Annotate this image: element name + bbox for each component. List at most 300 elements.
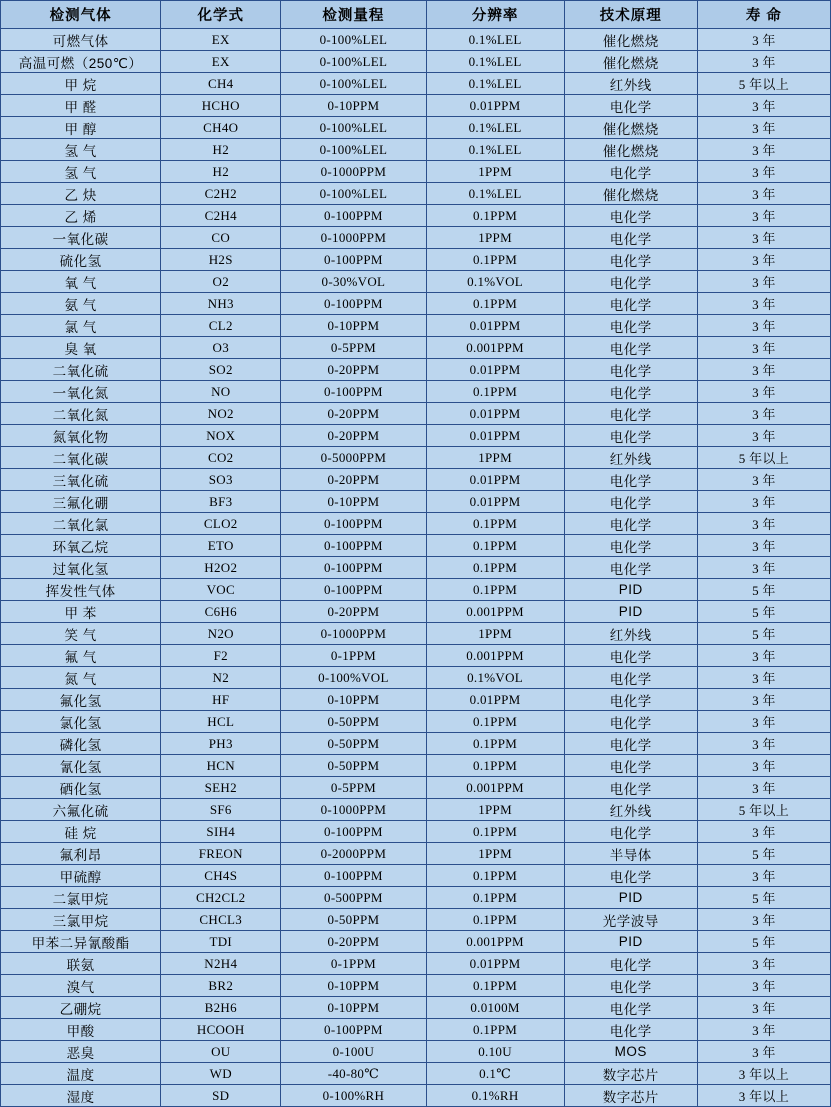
table-row xyxy=(1,909,831,931)
table-cell: 电化学 xyxy=(564,293,697,315)
table-cell: 3 年 xyxy=(697,667,830,689)
table-cell: 电化学 xyxy=(564,315,697,337)
table-cell: 可燃气体 xyxy=(1,29,161,51)
table-cell: 一氧化碳 xyxy=(1,227,161,249)
table-cell: SO2 xyxy=(161,359,281,381)
table-cell: 0.1PPM xyxy=(426,513,564,535)
table-row xyxy=(1,73,831,95)
table-cell: 3 年 xyxy=(697,975,830,997)
table-cell: H2O2 xyxy=(161,557,281,579)
table-cell: 乙硼烷 xyxy=(1,997,161,1019)
table-cell: 三氟化硼 xyxy=(1,491,161,513)
table-cell: 0.10U xyxy=(426,1041,564,1063)
table-cell: 电化学 xyxy=(564,1019,697,1041)
table-cell: 3 年以上 xyxy=(697,1063,830,1085)
table-cell: CO xyxy=(161,227,281,249)
table-cell: 硫化氢 xyxy=(1,249,161,271)
table-cell: 硒化氢 xyxy=(1,777,161,799)
column-header-formula: 化学式 xyxy=(161,1,281,29)
table-cell: 0-100%LEL xyxy=(281,117,426,139)
table-cell: 0-100U xyxy=(281,1041,426,1063)
table-cell: 电化学 xyxy=(564,359,697,381)
table-cell: 3 年 xyxy=(697,271,830,293)
table-cell: 0.1PPM xyxy=(426,1019,564,1041)
table-cell: 电化学 xyxy=(564,513,697,535)
table-cell: 溴气 xyxy=(1,975,161,997)
table-cell: EX xyxy=(161,29,281,51)
table-cell: PID xyxy=(564,601,697,623)
table-cell: 0.1%LEL xyxy=(426,183,564,205)
table-cell: SIH4 xyxy=(161,821,281,843)
column-header-lifetime: 寿 命 xyxy=(697,1,830,29)
table-cell: 0.1PPM xyxy=(426,909,564,931)
table-row xyxy=(1,821,831,843)
table-cell: -40-80℃ xyxy=(281,1063,426,1085)
table-cell: 0-100%LEL xyxy=(281,139,426,161)
table-cell: 0.1%VOL xyxy=(426,271,564,293)
table-cell: N2 xyxy=(161,667,281,689)
table-cell: 电化学 xyxy=(564,161,697,183)
table-row xyxy=(1,403,831,425)
table-cell: 电化学 xyxy=(564,689,697,711)
table-cell: 电化学 xyxy=(564,95,697,117)
table-cell: 0.1%VOL xyxy=(426,667,564,689)
table-cell: CO2 xyxy=(161,447,281,469)
table-cell: 3 年 xyxy=(697,733,830,755)
table-row xyxy=(1,865,831,887)
table-cell: 氮 气 xyxy=(1,667,161,689)
table-cell: 三氧化硫 xyxy=(1,469,161,491)
table-cell: C6H6 xyxy=(161,601,281,623)
table-cell: SF6 xyxy=(161,799,281,821)
table-row xyxy=(1,711,831,733)
table-cell: 红外线 xyxy=(564,73,697,95)
table-cell: 5 年 xyxy=(697,579,830,601)
table-cell: 3 年 xyxy=(697,249,830,271)
table-cell: 3 年以上 xyxy=(697,1085,830,1107)
table-cell: N2O xyxy=(161,623,281,645)
table-cell: 5 年以上 xyxy=(697,73,830,95)
table-cell: 氨 气 xyxy=(1,293,161,315)
table-cell: MOS xyxy=(564,1041,697,1063)
table-cell: 0-100PPM xyxy=(281,557,426,579)
table-cell: 3 年 xyxy=(697,95,830,117)
table-cell: 1PPM xyxy=(426,161,564,183)
table-cell: 5 年以上 xyxy=(697,447,830,469)
table-cell: 0.1PPM xyxy=(426,557,564,579)
table-cell: 0-100%VOL xyxy=(281,667,426,689)
table-cell: 0-100PPM xyxy=(281,293,426,315)
table-header-row xyxy=(1,1,831,29)
table-row xyxy=(1,425,831,447)
table-cell: 1PPM xyxy=(426,843,564,865)
table-cell: 甲 苯 xyxy=(1,601,161,623)
table-cell: HCOOH xyxy=(161,1019,281,1041)
table-cell: 0.001PPM xyxy=(426,601,564,623)
table-row xyxy=(1,491,831,513)
table-cell: 电化学 xyxy=(564,469,697,491)
table-row xyxy=(1,997,831,1019)
column-header-resolution: 分辨率 xyxy=(426,1,564,29)
table-cell: 氟化氢 xyxy=(1,689,161,711)
table-cell: 0.1%LEL xyxy=(426,73,564,95)
table-row xyxy=(1,51,831,73)
table-cell: 0-100PPM xyxy=(281,579,426,601)
table-cell: 0-20PPM xyxy=(281,601,426,623)
table-row xyxy=(1,535,831,557)
table-cell: 催化燃烧 xyxy=(564,139,697,161)
table-cell: 笑 气 xyxy=(1,623,161,645)
table-cell: 3 年 xyxy=(697,1019,830,1041)
table-cell: VOC xyxy=(161,579,281,601)
table-row xyxy=(1,645,831,667)
table-cell: 0.001PPM xyxy=(426,931,564,953)
table-cell: 电化学 xyxy=(564,711,697,733)
table-cell: 0-30%VOL xyxy=(281,271,426,293)
table-cell: 电化学 xyxy=(564,535,697,557)
table-cell: 挥发性气体 xyxy=(1,579,161,601)
table-cell: 电化学 xyxy=(564,557,697,579)
table-row xyxy=(1,227,831,249)
table-cell: H2 xyxy=(161,139,281,161)
table-row xyxy=(1,755,831,777)
table-row xyxy=(1,29,831,51)
table-cell: 0-1000PPM xyxy=(281,161,426,183)
table-cell: 0-10PPM xyxy=(281,491,426,513)
table-cell: 1PPM xyxy=(426,227,564,249)
table-cell: 0-50PPM xyxy=(281,733,426,755)
table-cell: 0-100PPM xyxy=(281,513,426,535)
table-cell: 3 年 xyxy=(697,777,830,799)
table-cell: 3 年 xyxy=(697,711,830,733)
table-cell: 0-100PPM xyxy=(281,865,426,887)
table-cell: 0.001PPM xyxy=(426,645,564,667)
table-cell: 5 年以上 xyxy=(697,799,830,821)
table-row xyxy=(1,799,831,821)
table-cell: 甲硫醇 xyxy=(1,865,161,887)
table-cell: 0.1PPM xyxy=(426,381,564,403)
table-row xyxy=(1,1019,831,1041)
table-cell: NO xyxy=(161,381,281,403)
table-row xyxy=(1,953,831,975)
table-cell: C2H4 xyxy=(161,205,281,227)
table-cell: 3 年 xyxy=(697,29,830,51)
table-cell: 3 年 xyxy=(697,359,830,381)
table-row xyxy=(1,733,831,755)
table-row xyxy=(1,689,831,711)
table-cell: 0-1000PPM xyxy=(281,799,426,821)
table-cell: 0.1PPM xyxy=(426,755,564,777)
column-header-principle: 技术原理 xyxy=(564,1,697,29)
table-cell: 0.1%LEL xyxy=(426,29,564,51)
table-cell: 3 年 xyxy=(697,469,830,491)
table-row xyxy=(1,161,831,183)
table-cell: 0.01PPM xyxy=(426,469,564,491)
table-cell: 电化学 xyxy=(564,865,697,887)
table-cell: 氟利昂 xyxy=(1,843,161,865)
table-cell: O3 xyxy=(161,337,281,359)
table-cell: 3 年 xyxy=(697,293,830,315)
table-cell: F2 xyxy=(161,645,281,667)
table-cell: 甲酸 xyxy=(1,1019,161,1041)
table-cell: 硅 烷 xyxy=(1,821,161,843)
table-row xyxy=(1,1085,831,1107)
table-cell: 0.01PPM xyxy=(426,953,564,975)
table-cell: 光学波导 xyxy=(564,909,697,931)
table-cell: 0-20PPM xyxy=(281,931,426,953)
table-cell: 0-1PPM xyxy=(281,645,426,667)
table-cell: 0.01PPM xyxy=(426,491,564,513)
table-cell: 0-100PPM xyxy=(281,249,426,271)
table-cell: WD xyxy=(161,1063,281,1085)
table-cell: 0.1PPM xyxy=(426,975,564,997)
table-cell: 红外线 xyxy=(564,799,697,821)
table-cell: FREON xyxy=(161,843,281,865)
table-cell: 催化燃烧 xyxy=(564,117,697,139)
table-cell: 0-100%LEL xyxy=(281,73,426,95)
table-cell: CH4O xyxy=(161,117,281,139)
table-cell: 0.01PPM xyxy=(426,315,564,337)
table-cell: 0-100PPM xyxy=(281,535,426,557)
table-row xyxy=(1,887,831,909)
table-cell: 5 年 xyxy=(697,623,830,645)
table-cell: CH4 xyxy=(161,73,281,95)
table-row xyxy=(1,623,831,645)
table-cell: 0.1PPM xyxy=(426,711,564,733)
table-cell: BR2 xyxy=(161,975,281,997)
table-cell: 甲 醛 xyxy=(1,95,161,117)
table-cell: 3 年 xyxy=(697,403,830,425)
table-row xyxy=(1,95,831,117)
table-cell: O2 xyxy=(161,271,281,293)
table-cell: 二氯甲烷 xyxy=(1,887,161,909)
table-row xyxy=(1,315,831,337)
table-cell: 3 年 xyxy=(697,997,830,1019)
table-cell: HCN xyxy=(161,755,281,777)
column-header-gas: 检测气体 xyxy=(1,1,161,29)
table-cell: 过氧化氢 xyxy=(1,557,161,579)
table-row xyxy=(1,381,831,403)
table-row xyxy=(1,557,831,579)
table-cell: HCHO xyxy=(161,95,281,117)
table-cell: 电化学 xyxy=(564,381,697,403)
table-cell: 1PPM xyxy=(426,447,564,469)
table-row xyxy=(1,931,831,953)
table-cell: 0.1PPM xyxy=(426,535,564,557)
table-cell: 氯 气 xyxy=(1,315,161,337)
table-cell: 3 年 xyxy=(697,645,830,667)
table-cell: OU xyxy=(161,1041,281,1063)
table-cell: 0.01PPM xyxy=(426,359,564,381)
table-cell: 0.1%LEL xyxy=(426,139,564,161)
table-row xyxy=(1,271,831,293)
table-cell: SEH2 xyxy=(161,777,281,799)
table-cell: 3 年 xyxy=(697,821,830,843)
table-cell: 电化学 xyxy=(564,205,697,227)
table-cell: 0-10PPM xyxy=(281,975,426,997)
table-cell: 0.1PPM xyxy=(426,733,564,755)
table-cell: 电化学 xyxy=(564,645,697,667)
table-cell: 0-50PPM xyxy=(281,909,426,931)
table-cell: 0.1PPM xyxy=(426,205,564,227)
table-row xyxy=(1,1063,831,1085)
table-cell: SD xyxy=(161,1085,281,1107)
table-cell: PID xyxy=(564,887,697,909)
table-cell: B2H6 xyxy=(161,997,281,1019)
table-body xyxy=(1,29,831,1107)
table-cell: 3 年 xyxy=(697,315,830,337)
table-cell: 0-100PPM xyxy=(281,205,426,227)
table-row xyxy=(1,183,831,205)
table-cell: 甲 烷 xyxy=(1,73,161,95)
table-cell: 3 年 xyxy=(697,381,830,403)
table-cell: 0.01PPM xyxy=(426,425,564,447)
table-cell: 数字芯片 xyxy=(564,1063,697,1085)
table-cell: 电化学 xyxy=(564,953,697,975)
table-cell: NH3 xyxy=(161,293,281,315)
table-cell: N2H4 xyxy=(161,953,281,975)
table-cell: 环氧乙烷 xyxy=(1,535,161,557)
table-row xyxy=(1,293,831,315)
table-cell: CH4S xyxy=(161,865,281,887)
table-cell: 0-10PPM xyxy=(281,95,426,117)
table-cell: 催化燃烧 xyxy=(564,29,697,51)
table-row xyxy=(1,975,831,997)
table-cell: 0-100%RH xyxy=(281,1085,426,1107)
table-cell: 恶臭 xyxy=(1,1041,161,1063)
table-cell: 3 年 xyxy=(697,183,830,205)
table-cell: 六氟化硫 xyxy=(1,799,161,821)
table-cell: 数字芯片 xyxy=(564,1085,697,1107)
table-cell: 0-20PPM xyxy=(281,425,426,447)
table-cell: 0-5PPM xyxy=(281,337,426,359)
table-cell: 0-20PPM xyxy=(281,469,426,491)
table-row xyxy=(1,843,831,865)
table-row xyxy=(1,139,831,161)
table-cell: 0.001PPM xyxy=(426,337,564,359)
table-cell: 5 年 xyxy=(697,931,830,953)
table-cell: 半导体 xyxy=(564,843,697,865)
table-cell: 氯化氢 xyxy=(1,711,161,733)
table-cell: 0-20PPM xyxy=(281,359,426,381)
table-cell: 0-50PPM xyxy=(281,755,426,777)
table-cell: 氢 气 xyxy=(1,139,161,161)
table-cell: 磷化氢 xyxy=(1,733,161,755)
table-cell: 0.1PPM xyxy=(426,821,564,843)
table-cell: 0.1PPM xyxy=(426,865,564,887)
table-cell: 温度 xyxy=(1,1063,161,1085)
table-cell: 乙 炔 xyxy=(1,183,161,205)
table-cell: 电化学 xyxy=(564,755,697,777)
table-cell: 1PPM xyxy=(426,623,564,645)
table-cell: 0-20PPM xyxy=(281,403,426,425)
table-cell: 0-5000PPM xyxy=(281,447,426,469)
table-cell: 0-1000PPM xyxy=(281,623,426,645)
table-cell: 0-50PPM xyxy=(281,711,426,733)
table-cell: 电化学 xyxy=(564,491,697,513)
table-cell: 3 年 xyxy=(697,953,830,975)
table-cell: CH2CL2 xyxy=(161,887,281,909)
table-row xyxy=(1,513,831,535)
table-cell: 0-10PPM xyxy=(281,689,426,711)
table-cell: 电化学 xyxy=(564,403,697,425)
table-cell: 0.1%LEL xyxy=(426,117,564,139)
table-cell: 3 年 xyxy=(697,557,830,579)
table-cell: 甲苯二异氰酸酯 xyxy=(1,931,161,953)
table-cell: 0.1℃ xyxy=(426,1063,564,1085)
table-cell: 0.01PPM xyxy=(426,403,564,425)
table-cell: HF xyxy=(161,689,281,711)
table-cell: 电化学 xyxy=(564,227,697,249)
table-cell: EX xyxy=(161,51,281,73)
table-cell: 5 年 xyxy=(697,601,830,623)
table-cell: 3 年 xyxy=(697,425,830,447)
table-row xyxy=(1,601,831,623)
table-cell: 0-10PPM xyxy=(281,315,426,337)
table-cell: 3 年 xyxy=(697,513,830,535)
table-cell: 3 年 xyxy=(697,689,830,711)
table-cell: 0-5PPM xyxy=(281,777,426,799)
table-cell: 0.01PPM xyxy=(426,95,564,117)
table-cell: 氢 气 xyxy=(1,161,161,183)
table-cell: 氧 气 xyxy=(1,271,161,293)
table-cell: 电化学 xyxy=(564,667,697,689)
table-cell: 3 年 xyxy=(697,337,830,359)
table-cell: 3 年 xyxy=(697,205,830,227)
table-cell: CLO2 xyxy=(161,513,281,535)
table-cell: 0-100%LEL xyxy=(281,29,426,51)
table-cell: 电化学 xyxy=(564,249,697,271)
table-cell: HCL xyxy=(161,711,281,733)
table-cell: 3 年 xyxy=(697,51,830,73)
table-cell: 乙 烯 xyxy=(1,205,161,227)
table-row xyxy=(1,249,831,271)
table-cell: BF3 xyxy=(161,491,281,513)
table-cell: 3 年 xyxy=(697,117,830,139)
table-cell: 5 年 xyxy=(697,843,830,865)
table-row xyxy=(1,117,831,139)
table-cell: PID xyxy=(564,931,697,953)
table-cell: 3 年 xyxy=(697,755,830,777)
table-cell: 催化燃烧 xyxy=(564,183,697,205)
table-cell: 3 年 xyxy=(697,1041,830,1063)
table-cell: 0-100%LEL xyxy=(281,183,426,205)
table-cell: 3 年 xyxy=(697,227,830,249)
table-cell: 0-10PPM xyxy=(281,997,426,1019)
table-cell: 甲 醇 xyxy=(1,117,161,139)
table-cell: 电化学 xyxy=(564,733,697,755)
table-cell: NOX xyxy=(161,425,281,447)
table-cell: 3 年 xyxy=(697,139,830,161)
table-cell: 0-500PPM xyxy=(281,887,426,909)
table-cell: 二氧化氮 xyxy=(1,403,161,425)
table-row xyxy=(1,1041,831,1063)
table-cell: 0.1%RH xyxy=(426,1085,564,1107)
table-cell: 三氯甲烷 xyxy=(1,909,161,931)
table-row xyxy=(1,469,831,491)
table-row xyxy=(1,359,831,381)
table-cell: 电化学 xyxy=(564,337,697,359)
table-cell: CHCL3 xyxy=(161,909,281,931)
table-cell: 红外线 xyxy=(564,623,697,645)
table-cell: 3 年 xyxy=(697,535,830,557)
table-cell: 高温可燃（250℃） xyxy=(1,51,161,73)
table-cell: 氮氧化物 xyxy=(1,425,161,447)
table-cell: 0-100%LEL xyxy=(281,51,426,73)
table-cell: H2S xyxy=(161,249,281,271)
table-row xyxy=(1,579,831,601)
table-cell: 0-1PPM xyxy=(281,953,426,975)
